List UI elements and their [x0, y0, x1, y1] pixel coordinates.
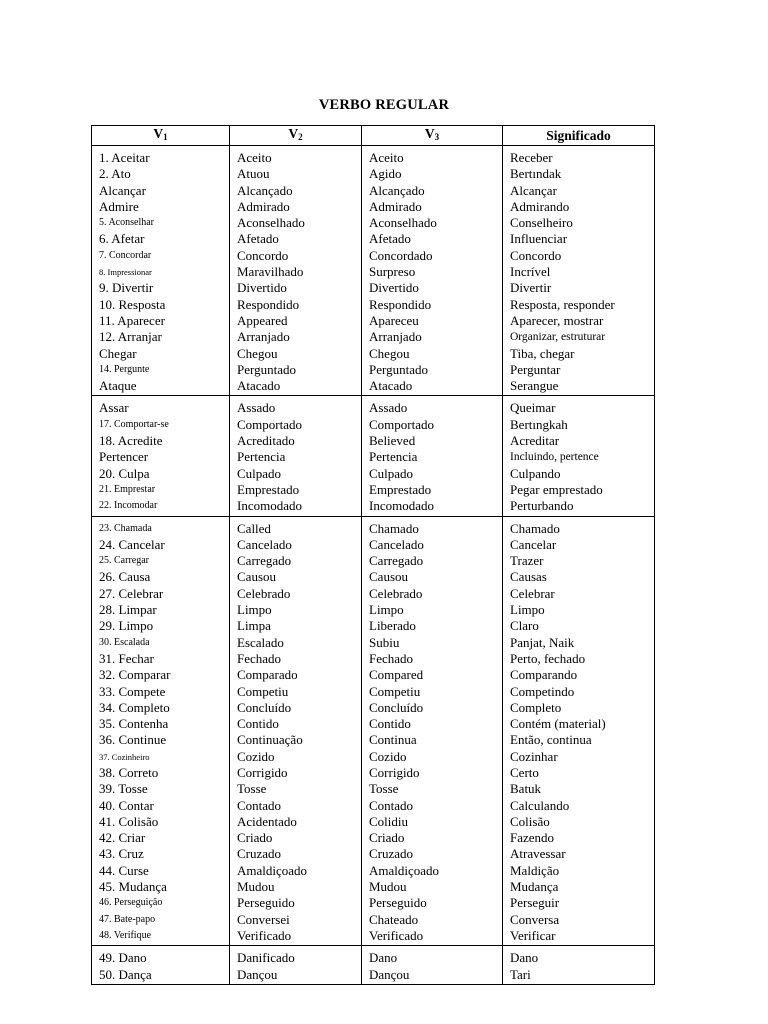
row-group	[92, 396, 655, 516]
v2-entry: Called	[237, 520, 271, 536]
v2-entry: Chegou	[237, 345, 278, 361]
meaning-entry: Trazer	[510, 553, 544, 569]
v2-entry: Criado	[237, 830, 273, 846]
meaning-entry: Competindo	[510, 683, 575, 699]
v3-entry: Dano	[369, 950, 398, 966]
v2-entry: Acidentado	[237, 813, 297, 829]
meaning-entry: Atravessar	[510, 846, 566, 862]
v3-entry: Aconselhado	[369, 215, 437, 231]
v1-entry: 5. Aconselhar	[99, 217, 154, 229]
meaning-entry: Batuk	[510, 781, 542, 797]
v1-entry: 31. Fechar	[99, 650, 154, 666]
v2-entry: Alcançado	[237, 182, 293, 198]
v1-entry: 9. Divertir	[99, 280, 154, 296]
header-v1-label: V	[153, 126, 164, 141]
v2-entry: Concordo	[237, 247, 289, 263]
v1-entry: 45. Mudança	[99, 879, 167, 895]
v2-entry: Danificado	[237, 950, 295, 966]
v2-entry: Dançou	[237, 966, 278, 982]
v2-entry: Emprestado	[237, 481, 300, 497]
v1-entry: 38. Correto	[99, 764, 159, 780]
v2-entry: Aconselhado	[237, 215, 305, 231]
meaning-entry: Calculando	[510, 797, 570, 813]
v2-entry: Concluído	[237, 699, 292, 715]
header-v2	[230, 126, 362, 146]
v1-entry: 50. Dança	[99, 966, 152, 982]
header-v1	[92, 126, 230, 146]
v2-entry: Cruzado	[237, 846, 282, 862]
v3-entry: Apareceu	[369, 312, 419, 328]
v3-entry: Limpo	[369, 602, 404, 618]
v3-entry: Divertido	[369, 280, 419, 296]
v3-entry: Admirado	[369, 198, 422, 214]
meaning-entry: Perguntar	[510, 361, 561, 377]
meaning-entry: Tiba, chegar	[510, 345, 575, 361]
meaning-entry: Pegar emprestado	[510, 481, 603, 497]
v3-entry: Concluído	[369, 699, 424, 715]
v3-entry: Aceito	[369, 150, 404, 165]
meaning-entry: Culpando	[510, 465, 561, 481]
v2-entry: Maravilhado	[237, 264, 304, 280]
v3-entry: Chamado	[369, 520, 419, 536]
meaning-entry: Concordo	[510, 247, 562, 263]
row-group	[92, 946, 655, 985]
v2-entry: Verificado	[237, 927, 292, 943]
v3-entry: Mudou	[369, 879, 407, 895]
v1-entry: 25. Carregar	[99, 555, 149, 567]
v3-entry: Cozido	[369, 748, 407, 764]
meaning-entry: Contém (material)	[510, 716, 606, 732]
cell-v2	[230, 516, 362, 946]
row-group	[92, 146, 655, 396]
v1-entry: 2. Ato	[99, 166, 131, 182]
v3-entry: Assado	[369, 400, 408, 416]
v2-entry: Appeared	[237, 312, 288, 328]
v1-entry: 12. Arranjar	[99, 329, 162, 345]
meaning-entry: Celebrar	[510, 585, 555, 601]
v3-entry: Compared	[369, 667, 424, 683]
v3-entry: Fechado	[369, 650, 414, 666]
meaning-entry: Admirando	[510, 198, 570, 214]
v3-entry: Competiu	[369, 683, 421, 699]
v1-entry: 36. Continue	[99, 732, 167, 748]
v1-entry: 1. Aceitar	[99, 150, 150, 165]
v1-entry: 6. Afetar	[99, 231, 145, 247]
v1-entry: 40. Contar	[99, 797, 154, 813]
v2-entry: Admirado	[237, 198, 290, 214]
v2-entry: Perguntado	[237, 361, 296, 377]
v1-entry: Alcançar	[99, 182, 146, 198]
v1-entry: 32. Comparar	[99, 667, 171, 683]
cell-v3	[362, 516, 503, 946]
v1-entry: 47. Bate-papo	[99, 913, 156, 925]
v1-entry: 48. Verifique	[99, 929, 152, 941]
table-body	[92, 146, 655, 985]
v2-entry: Afetado	[237, 231, 279, 247]
meaning-entry: Perseguir	[510, 895, 560, 911]
v2-entry: Respondido	[237, 296, 300, 312]
cell-v2	[230, 146, 362, 396]
v1-entry: 41. Colisão	[99, 813, 159, 829]
meaning-entry: Receber	[510, 150, 553, 165]
v2-entry: Causou	[237, 569, 276, 585]
meaning-entry: Panjat, Naik	[510, 634, 575, 650]
v2-entry: Fechado	[237, 650, 282, 666]
meaning-entry: Alcançar	[510, 182, 557, 198]
meaning-entry: Comparando	[510, 667, 578, 683]
meaning-entry: Chamado	[510, 520, 560, 536]
v3-entry: Emprestado	[369, 481, 432, 497]
v2-entry: Divertido	[237, 280, 287, 296]
v1-entry: 26. Causa	[99, 569, 151, 585]
v3-entry: Chateado	[369, 911, 419, 927]
header-v1-subscript: 1	[163, 132, 168, 142]
v1-entry: 24. Cancelar	[99, 536, 165, 552]
cell-v1	[92, 146, 230, 396]
v1-entry: 28. Limpar	[99, 602, 157, 618]
v1-entry: 7. Concordar	[99, 249, 152, 261]
v2-entry: Pertencia	[237, 449, 286, 465]
meaning-entry: Perturbando	[510, 498, 574, 514]
cell-v3	[362, 146, 503, 396]
verb-table	[91, 125, 655, 985]
v1-entry: 42. Criar	[99, 830, 146, 846]
v2-entry: Assado	[237, 400, 276, 416]
v1-entry: 34. Completo	[99, 699, 170, 715]
cell-v2	[230, 396, 362, 516]
v1-entry: 46. Perseguição	[99, 897, 163, 909]
meaning-entry: Tari	[510, 966, 531, 982]
meaning-entry: Aparecer, mostrar	[510, 312, 604, 328]
meaning-entry: Cozinhar	[510, 748, 558, 764]
v1-entry: Assar	[99, 400, 129, 416]
v1-entry: Pertencer	[99, 449, 149, 465]
meaning-entry: Conselheiro	[510, 215, 573, 231]
v2-entry: Competiu	[237, 683, 289, 699]
v2-entry: Atuou	[237, 166, 270, 182]
v3-entry: Perguntado	[369, 361, 428, 377]
meaning-entry: Maldição	[510, 862, 560, 878]
v2-entry: Cancelado	[237, 536, 292, 552]
v2-entry: Perseguido	[237, 895, 295, 911]
v1-entry: 18. Acredite	[99, 433, 163, 449]
cell-meaning	[503, 946, 655, 985]
header-v2-label: V	[288, 126, 299, 141]
v1-entry: 35. Contenha	[99, 716, 169, 732]
meaning-entry: Influenciar	[510, 231, 568, 247]
v1-entry: 22. Incomodar	[99, 500, 158, 512]
header-v3-label: V	[424, 126, 435, 141]
v3-entry: Arranjado	[369, 329, 422, 345]
v2-entry: Tosse	[237, 781, 267, 797]
v3-entry: Perseguido	[369, 895, 427, 911]
v2-entry: Arranjado	[237, 329, 290, 345]
v2-entry: Comparado	[237, 667, 298, 683]
v1-entry: 10. Resposta	[99, 296, 166, 312]
v3-entry: Alcançado	[369, 182, 425, 198]
table-header-row	[92, 126, 655, 146]
meaning-entry: Perto, fechado	[510, 650, 586, 666]
v3-entry: Culpado	[369, 465, 414, 481]
v2-entry: Culpado	[237, 465, 282, 481]
v3-entry: Afetado	[369, 231, 411, 247]
v3-entry: Dançou	[369, 966, 410, 982]
v3-entry: Cancelado	[369, 536, 424, 552]
meaning-entry: Acreditar	[510, 433, 560, 449]
v1-entry: Chegar	[99, 345, 137, 361]
v1-entry: 11. Aparecer	[99, 312, 165, 328]
v1-entry: Admire	[99, 198, 139, 214]
v2-entry: Mudou	[237, 879, 275, 895]
cell-meaning	[503, 396, 655, 516]
cell-v1	[92, 516, 230, 946]
v1-entry: 49. Dano	[99, 950, 147, 966]
v2-entry: Contado	[237, 797, 282, 813]
v3-entry: Atacado	[369, 378, 413, 394]
v3-entry: Contido	[369, 716, 411, 732]
v2-entry: Escalado	[237, 634, 284, 650]
v3-entry: Chegou	[369, 345, 410, 361]
v2-entry: Acreditado	[237, 433, 295, 449]
v1-entry: 21. Emprestar	[99, 483, 156, 495]
meaning-entry: Organizar, estruturar	[510, 331, 606, 344]
v1-entry: 33. Compete	[99, 683, 166, 699]
v2-entry: Corrigido	[237, 764, 288, 780]
cell-v3	[362, 396, 503, 516]
v3-entry: Agido	[369, 166, 402, 182]
meaning-entry: Limpo	[510, 602, 545, 618]
v1-entry: 8. Impressionar	[99, 267, 152, 278]
v2-entry: Conversei	[237, 911, 290, 927]
meaning-entry: Mudança	[510, 879, 559, 895]
v1-entry: 30. Escalada	[99, 636, 150, 648]
v1-entry: 44. Curse	[99, 862, 149, 878]
v3-entry: Comportado	[369, 416, 434, 432]
meaning-entry: Resposta, responder	[510, 296, 615, 312]
v2-entry: Amaldiçoado	[237, 862, 308, 878]
meaning-entry: Colisão	[510, 813, 550, 829]
v3-entry: Carregado	[369, 553, 424, 569]
meaning-entry: Bertıngkah	[510, 416, 568, 432]
v3-entry: Surpreso	[369, 264, 416, 280]
v2-entry: Incomodado	[237, 498, 302, 514]
v1-entry: 23. Chamada	[99, 522, 152, 534]
meaning-entry: Serangue	[510, 378, 559, 394]
meaning-entry: Claro	[510, 618, 539, 634]
meaning-entry: Então, continua	[510, 732, 592, 748]
meaning-entry: Dano	[510, 950, 539, 966]
meaning-entry: Cancelar	[510, 536, 557, 552]
meaning-entry: Incluindo, pertence	[510, 451, 599, 464]
v1-entry: 37. Cozinheiro	[99, 751, 150, 762]
meaning-entry: Incrível	[510, 264, 551, 280]
v3-entry: Liberado	[369, 618, 416, 634]
v2-entry: Comportado	[237, 416, 302, 432]
meaning-entry: Fazendo	[510, 830, 555, 846]
v3-entry: Pertencia	[369, 449, 418, 465]
v3-entry: Incomodado	[369, 498, 434, 514]
v3-entry: Believed	[369, 433, 416, 449]
document-title: VERBO REGULAR	[318, 97, 450, 113]
v2-entry: Atacado	[237, 378, 281, 394]
cell-v2	[230, 946, 362, 985]
v1-entry: 14. Pergunte	[99, 363, 150, 375]
header-v3	[362, 126, 503, 146]
v1-entry: 39. Tosse	[99, 781, 148, 797]
v3-entry: Corrigido	[369, 764, 420, 780]
meaning-entry: Completo	[510, 699, 562, 715]
v1-entry: 43. Cruz	[99, 846, 144, 862]
cell-v3	[362, 946, 503, 985]
cell-v1	[92, 396, 230, 516]
v3-entry: Causou	[369, 569, 408, 585]
header-meaning: Significado	[503, 126, 655, 146]
v2-entry: Limpa	[237, 618, 271, 634]
v3-entry: Tosse	[369, 781, 399, 797]
header-v2-subscript: 2	[298, 132, 303, 142]
v3-entry: Continua	[369, 732, 417, 748]
v3-entry: Cruzado	[369, 846, 414, 862]
meaning-entry: Certo	[510, 764, 539, 780]
meaning-entry: Queimar	[510, 400, 556, 416]
v2-entry: Carregado	[237, 553, 292, 569]
v2-entry: Continuação	[237, 732, 303, 748]
v1-entry: 20. Culpa	[99, 465, 150, 481]
meaning-entry: Conversa	[510, 911, 560, 927]
v3-entry: Contado	[369, 797, 414, 813]
v3-entry: Amaldiçoado	[369, 862, 440, 878]
meaning-entry: Bertındak	[510, 166, 562, 182]
v3-entry: Subiu	[369, 634, 400, 650]
meaning-entry: Causas	[510, 569, 547, 585]
v1-entry: Ataque	[99, 378, 137, 394]
v2-entry: Limpo	[237, 602, 272, 618]
v3-entry: Concordado	[369, 247, 433, 263]
v1-entry: 17. Comportar-se	[99, 418, 169, 430]
v2-entry: Aceito	[237, 150, 272, 165]
cell-meaning	[503, 146, 655, 396]
cell-meaning	[503, 516, 655, 946]
v3-entry: Celebrado	[369, 585, 423, 601]
v3-entry: Colidiu	[369, 813, 409, 829]
v1-entry: 29. Limpo	[99, 618, 154, 634]
v2-entry: Contido	[237, 716, 279, 732]
v3-entry: Verificado	[369, 927, 424, 943]
v3-entry: Respondido	[369, 296, 432, 312]
v2-entry: Cozido	[237, 748, 275, 764]
v3-entry: Criado	[369, 830, 405, 846]
meaning-entry: Divertir	[510, 280, 552, 296]
row-group	[92, 516, 655, 946]
cell-v1	[92, 946, 230, 985]
v2-entry: Celebrado	[237, 585, 291, 601]
meaning-entry: Verificar	[510, 927, 556, 943]
header-v3-subscript: 3	[434, 132, 440, 142]
v1-entry: 27. Celebrar	[99, 585, 164, 601]
